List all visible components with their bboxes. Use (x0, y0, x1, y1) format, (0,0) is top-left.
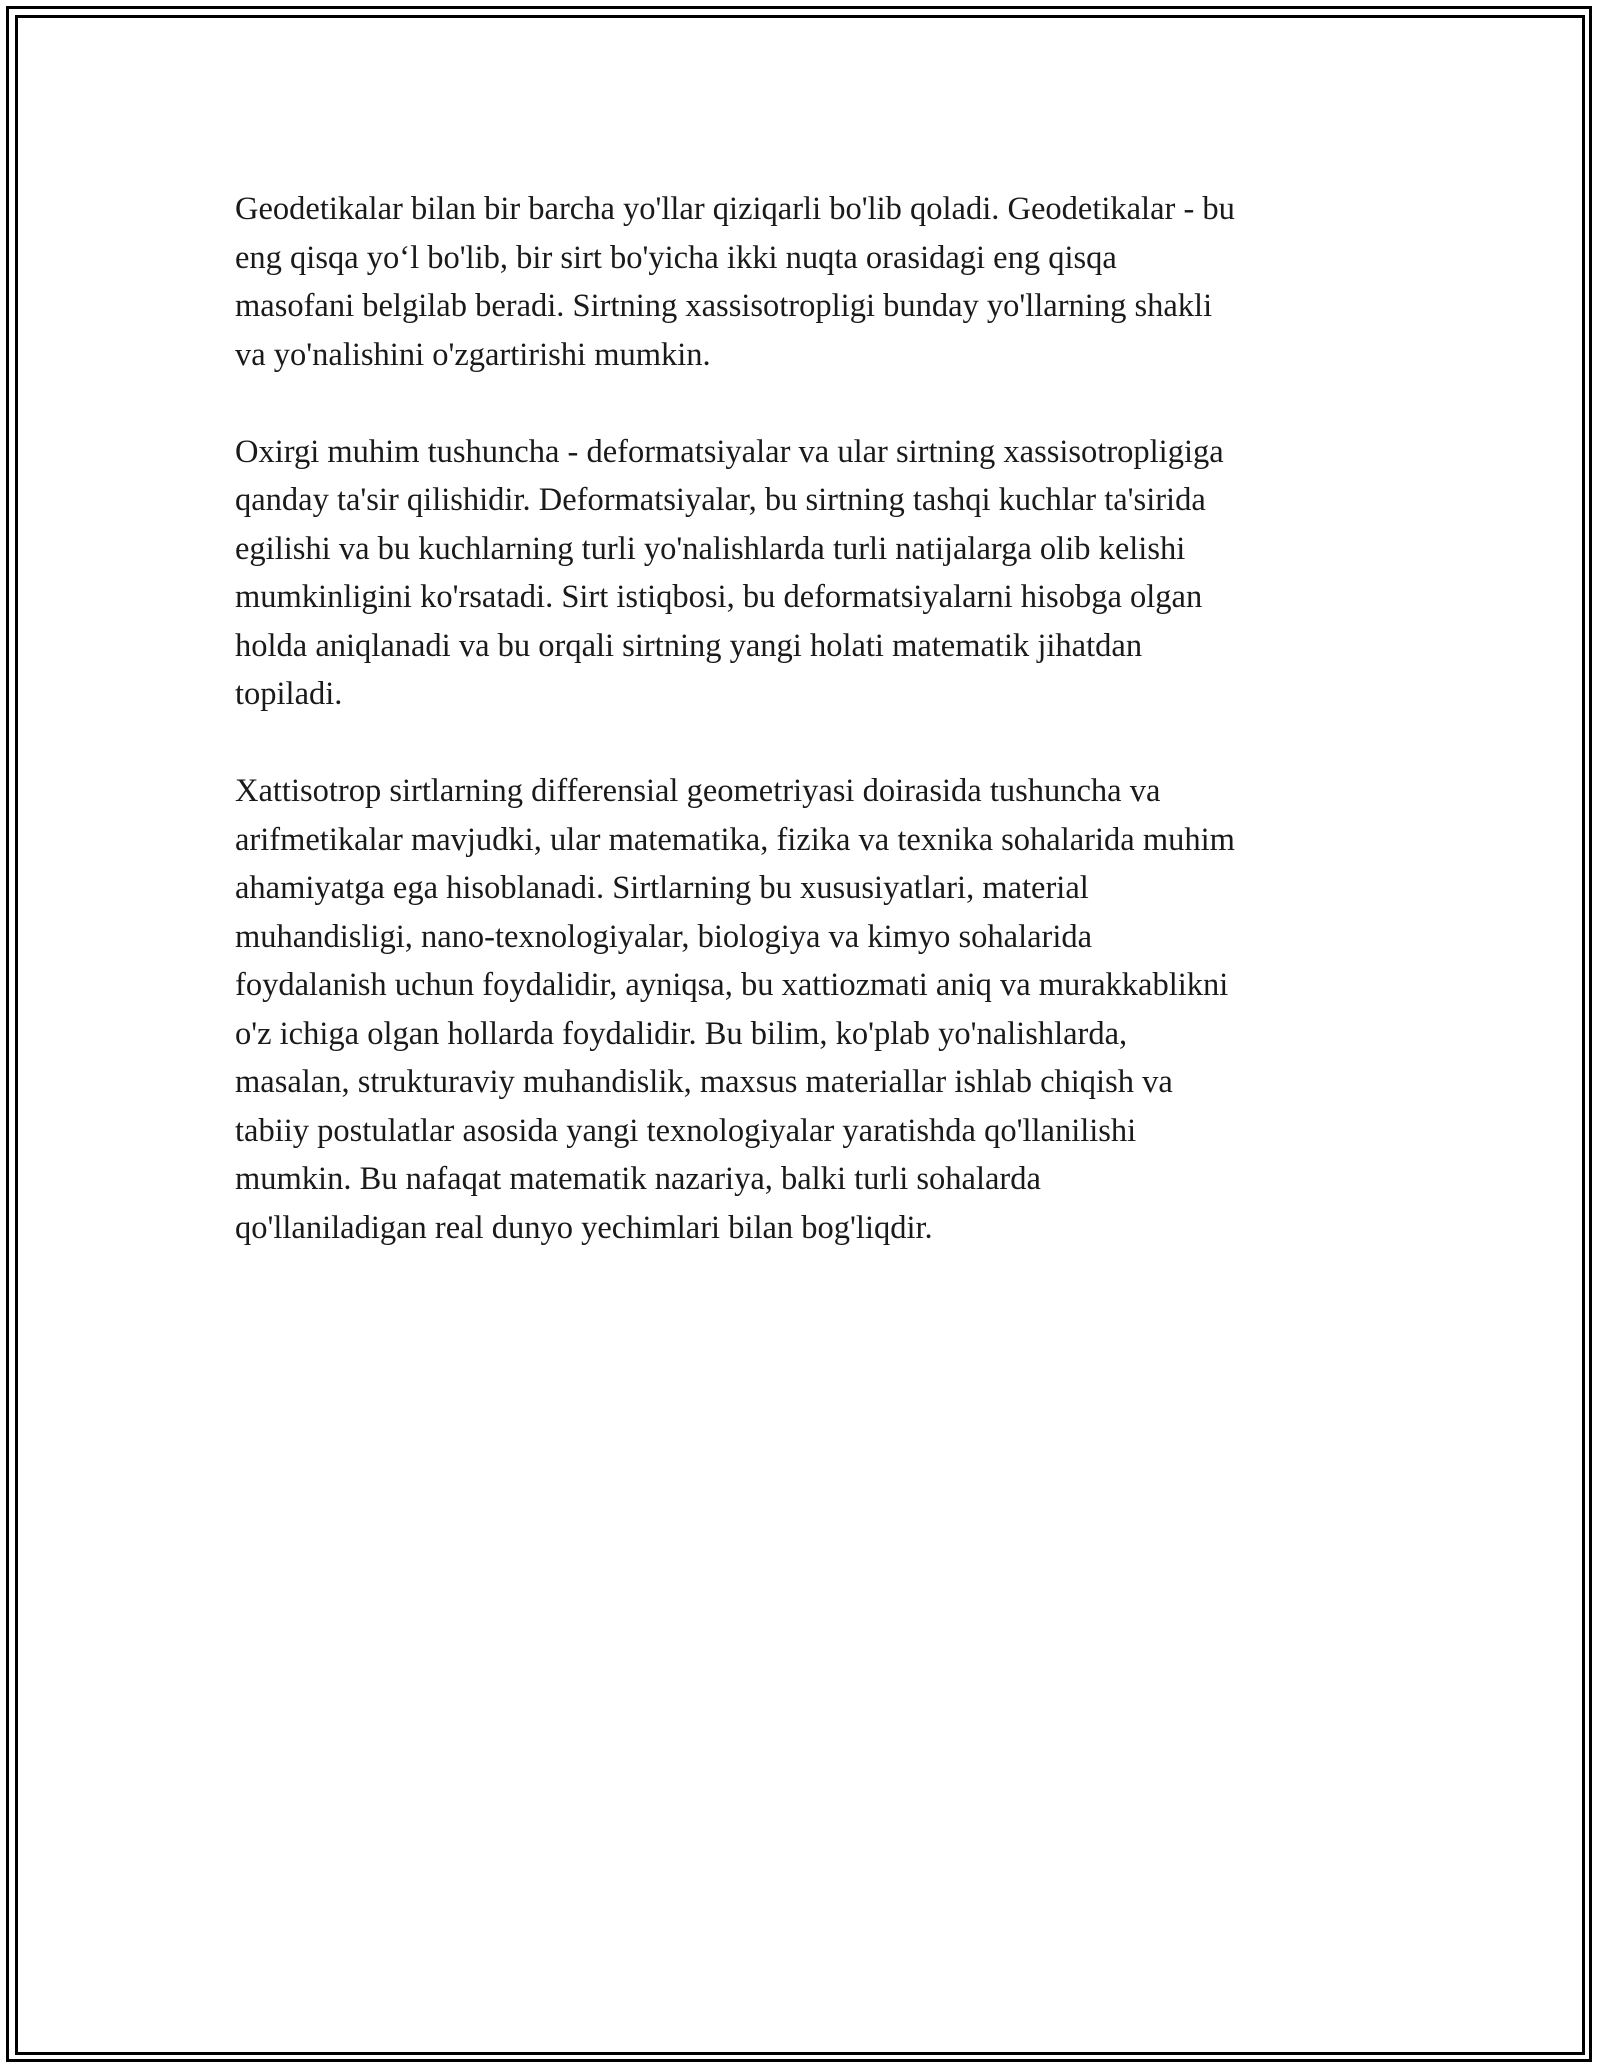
document-body (235, 185, 1370, 1301)
paragraph-geodesics: Geodetikalar bilan bir barcha yo'llar qiziqarli bo'lib qoladi. Geodetikalar - bu eng qisqa yo‘l bo'lib, bir sirt bo'yicha ikki nuqta orasidagi eng qisqa masofani belgilab beradi. Sirtning xassisotropligi bunday yo'llarning shakli va yo'nalishini o'zgartirishi mumkin. (235, 191, 1235, 373)
paragraph-deformations: Oxirgi muhim tushuncha - deformatsiyalar va ular sirtning xassisotropligiga qanday ta'sir qilishidir. Deformatsiyalar, bu sirtning tashqi kuchlar ta'sirida egilishi va bu kuchlarning turli yo'nalishlarda turli natijalarga olib kelishi mumkinligini ko'rsatadi. Sirt istiqbosi, bu deformatsiyalarni hisobga olgan holda aniqlanadi va bu orqali sirtning yangi holati matematik jihatdan topiladi. (235, 433, 1224, 712)
paragraph-applications: Xattisotrop sirtlarning differensial geometriyasi doirasida tushuncha va arifmetikalar mavjudki, ular matematika, fizika va texnika sohalarida muhim ahamiyatga ega hisoblanadi. Sirtlarning bu xususiyatlari, material muhandisligi, nano-texnologiyalar, biologiya va kimyo sohalarida foydalanish uchun foydalidir, ayniqsa, bu xattiozmati aniq va murakkablikni o'z ichiga olgan hollarda foydalidir. Bu bilim, ko'plab yo'nalishlarda, masalan, strukturaviy muhandislik, maxsus materiallar ishlab chiqish va tabiiy postulatlar asosida yangi texnologiyalar yaratishda qo'llanilishi mumkin. Bu nafaqat matematik nazariya, balki turli sohalarda qo'llaniladigan real dunyo yechimlari bilan bog'liqdir. (235, 773, 1235, 1246)
